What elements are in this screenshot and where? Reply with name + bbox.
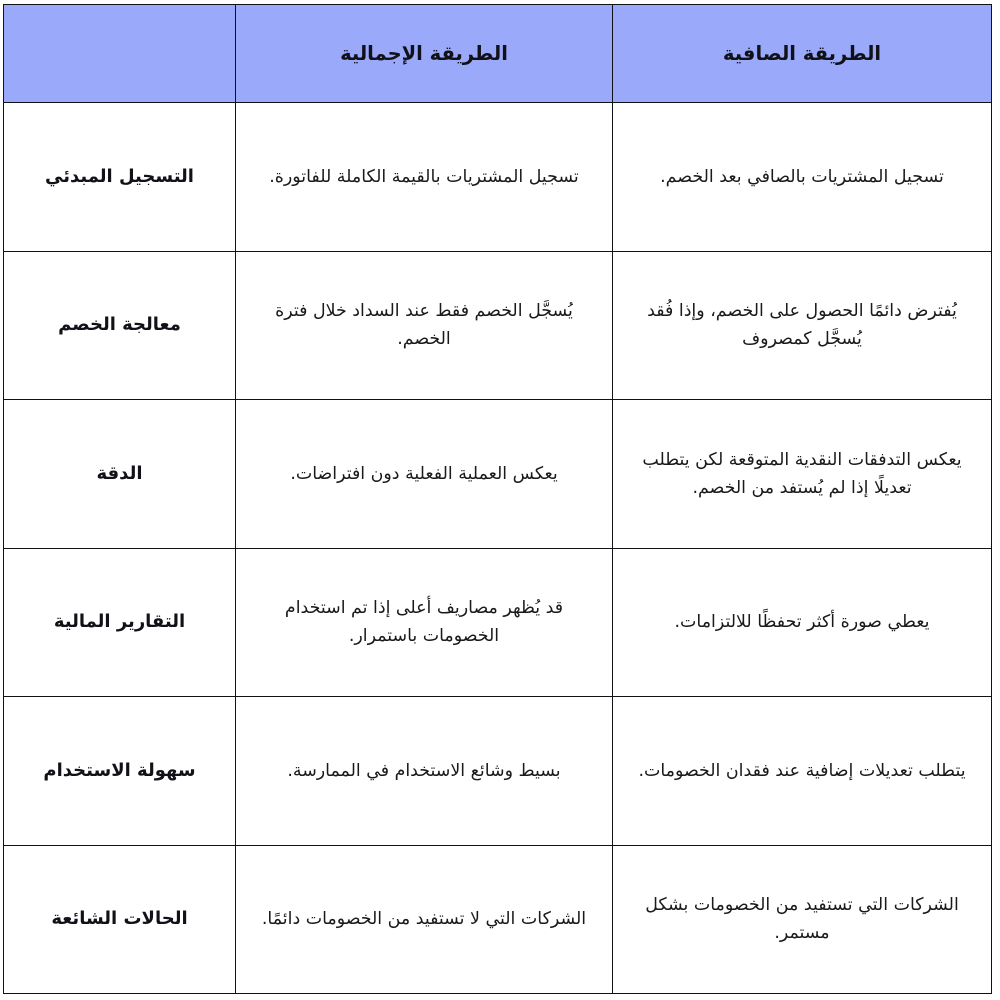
cell-criteria-label: التسجيل المبدئي bbox=[4, 103, 236, 252]
cell-text: قد يُظهر مصاريف أعلى إذا تم استخدام الخصومات باستمرار. bbox=[284, 598, 564, 647]
cell-text: الشركات التي تستفيد من الخصومات بشكل مستمر. bbox=[645, 895, 959, 944]
column-header-net-method: الطريقة الصافية bbox=[613, 5, 992, 103]
table-row bbox=[4, 400, 992, 549]
cell-text: يُفترض دائمًا الحصول على الخصم، وإذا فُقد يُسجَّل كمصروف bbox=[647, 301, 957, 350]
cell-text: يتطلب تعديلات إضافية عند فقدان الخصومات. bbox=[638, 760, 966, 781]
cell-text: تسجيل المشتريات بالصافي بعد الخصم. bbox=[660, 166, 944, 187]
cell-text: يُسجَّل الخصم فقط عند السداد خلال فترة الخصم. bbox=[275, 301, 573, 350]
cell-gross-method bbox=[236, 251, 613, 400]
cell-gross-method bbox=[236, 697, 613, 846]
cell-net-method bbox=[613, 845, 992, 994]
cell-net-method bbox=[613, 400, 992, 549]
cell-criteria-label: سهولة الاستخدام bbox=[4, 697, 236, 846]
column-header-criteria bbox=[4, 5, 236, 103]
cell-text: يعطي صورة أكثر تحفظًا للالتزامات. bbox=[674, 612, 930, 633]
header-row bbox=[4, 5, 992, 103]
cell-criteria-label: الحالات الشائعة bbox=[4, 845, 236, 994]
cell-text: تسجيل المشتريات بالقيمة الكاملة للفاتورة. bbox=[269, 166, 579, 187]
cell-gross-method bbox=[236, 548, 613, 697]
table-body bbox=[4, 103, 992, 994]
cell-criteria-label: معالجة الخصم bbox=[4, 251, 236, 400]
table-row bbox=[4, 697, 992, 846]
cell-text: يعكس العملية الفعلية دون افتراضات. bbox=[290, 463, 558, 484]
cell-net-method bbox=[613, 548, 992, 697]
cell-net-method bbox=[613, 697, 992, 846]
cell-text: بسيط وشائع الاستخدام في الممارسة. bbox=[287, 760, 561, 781]
cell-criteria-label: التقارير المالية bbox=[4, 548, 236, 697]
method-comparison-table bbox=[3, 4, 992, 994]
cell-text: يعكس التدفقات النقدية المتوقعة لكن يتطلب تعديلًا إذا لم يُستفد من الخصم. bbox=[642, 449, 962, 498]
table-header bbox=[4, 5, 992, 103]
cell-net-method bbox=[613, 251, 992, 400]
column-header-gross-method: الطريقة الإجمالية bbox=[236, 5, 613, 103]
cell-gross-method bbox=[236, 845, 613, 994]
cell-text: الشركات التي لا تستفيد من الخصومات دائمًا. bbox=[261, 909, 587, 930]
cell-gross-method bbox=[236, 400, 613, 549]
table-row bbox=[4, 103, 992, 252]
table-row bbox=[4, 251, 992, 400]
table-row bbox=[4, 845, 992, 994]
cell-criteria-label: الدقة bbox=[4, 400, 236, 549]
cell-net-method bbox=[613, 103, 992, 252]
cell-gross-method bbox=[236, 103, 613, 252]
table-row bbox=[4, 548, 992, 697]
